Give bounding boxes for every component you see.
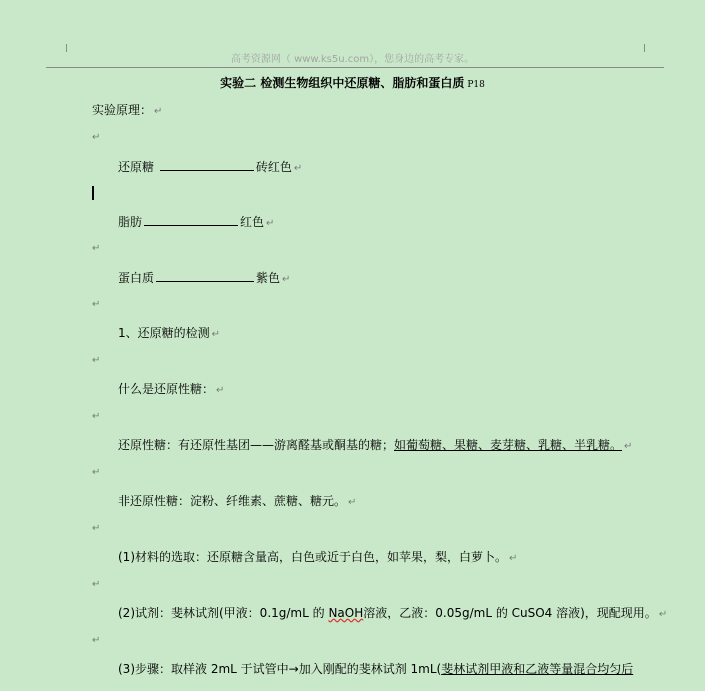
definition-line[interactable] [118,438,632,454]
header-rule [46,67,664,68]
step1-text: (1)材料的选取：还原糖含量高，白色或近于白色，如苹果，梨，白萝卜。 [118,550,508,564]
header-text: 高考资源网（ www.ks5u.com），您身边的高考专家。 [230,54,475,65]
sugar-label: 还原糖 [118,160,155,174]
step3-text-b: 斐林试剂甲液和乙液等量混合均匀后 [441,662,634,676]
section1-line[interactable] [118,326,220,342]
title-suffix: P18 [467,80,485,90]
paragraph-mark-icon: ↵ [92,132,101,143]
question-text: 什么是还原性糖： [118,382,215,396]
paragraph-mark-icon: ↵ [92,635,101,646]
paragraph-mark-icon: ↵ [658,609,668,620]
section1-heading: 1、还原糖的检测 [118,326,210,340]
paragraph-mark-icon: ↵ [92,523,101,534]
protein-line[interactable] [118,270,290,287]
protein-label: 蛋白质 [118,271,155,285]
step2-line[interactable] [118,606,667,622]
paragraph-mark-icon: ↵ [216,385,225,396]
principle-line[interactable] [92,103,162,119]
fat-blank[interactable] [144,214,238,226]
text-cursor [92,186,94,200]
sugar-blank[interactable] [160,159,254,171]
step3-text-a: (3)步骤：取样液 2mL 于试管中→加入刚配的斐林试剂 1mL( [118,662,442,676]
paragraph-mark-icon: ↵ [92,411,101,422]
principle-label: 实验原理： [92,103,153,117]
paragraph-mark-icon: ↵ [266,218,275,229]
protein-color: 紫色 [256,271,281,285]
definition-lead: 还原性糖：有还原性基团——游离醛基或酮基的糖； [118,438,395,452]
paragraph-mark-icon: ↵ [211,329,221,340]
paragraph-mark-icon: ↵ [92,579,101,590]
step1-line[interactable] [118,550,517,566]
paragraph-mark-icon: ↵ [293,163,303,174]
protein-blank[interactable] [156,270,254,282]
step2-text-b: 溶液，乙液：0.05g/mL 的 CuSO4 溶液)，现配现用。 [363,606,657,620]
non-reducing-line[interactable] [118,494,356,510]
definition-examples: 如葡萄糖、果糖、麦芽糖、乳糖、半乳糖。 [394,438,623,452]
sugar-color: 砖红色 [255,160,292,174]
title-main: 实验二 检测生物组织中还原糖、脂肪和蛋白质 [220,76,465,90]
document-title[interactable] [0,74,705,91]
paragraph-mark-icon: ↵ [282,274,291,285]
paragraph-mark-icon: ↵ [624,441,633,452]
paragraph-mark-icon: ↵ [154,106,163,117]
paragraph-mark-icon: ↵ [92,299,101,310]
step2-text-a: (2)试剂：斐林试剂(甲液：0.1g/mL 的 [118,606,329,620]
fat-line[interactable] [118,214,274,231]
non-reducing-text: 非还原性糖：淀粉、纤维素、蔗糖、糖元。 [118,494,347,508]
fat-color: 红色 [240,215,265,229]
sugar-line[interactable] [118,159,302,176]
question-line[interactable] [118,382,224,398]
paragraph-mark-icon: ↵ [92,467,101,478]
paragraph-mark-icon: ↵ [92,243,101,254]
step3-line[interactable] [118,662,633,676]
step2-naoh: NaOH [328,606,364,620]
paragraph-mark-icon: ↵ [509,553,518,564]
paragraph-mark-icon: ↵ [348,497,357,508]
paragraph-mark-icon: ↵ [92,355,101,366]
fat-label: 脂肪 [118,215,143,229]
